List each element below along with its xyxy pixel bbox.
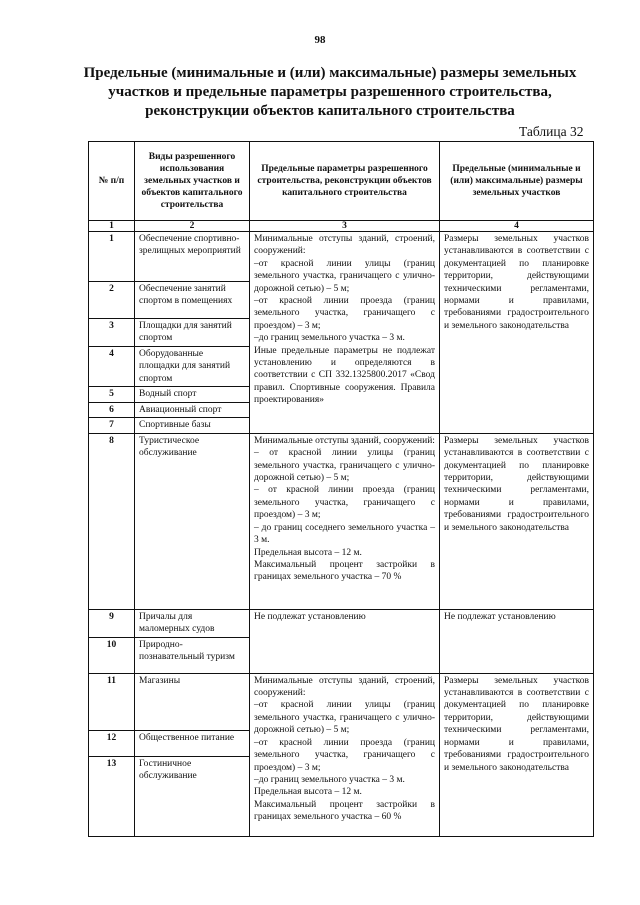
column-number: 1 [89,221,135,232]
param-line: – от красной линии проезда (границ земельного участка, граничащего с проездом) – 3 м; [254,485,435,521]
row-number: 7 [89,418,135,433]
param-line: –до границ земельного участка – 3 м. [254,774,405,785]
build-params-cell [250,609,440,673]
table-label: Таблица 32 [519,124,584,139]
row-number: 8 [89,433,135,609]
column-number: 2 [135,221,250,232]
row-number: 13 [89,756,135,836]
use-type: Оборудованные площадки для занятий спортом [135,346,250,386]
document-title: Предельные (минимальные и (или) максимальные) размеры земельных участков и предельные параметры разрешенного строительства, реконструкции объектов капитального строительства [83,65,577,119]
use-type: Водный спорт [135,387,250,403]
build-params-cell [250,433,440,609]
param-line: – до границ соседнего земельного участка – 3 м. [254,522,435,546]
use-type: Спортивные базы [135,418,250,433]
column-number: 3 [250,221,440,232]
use-type: Авиационный спорт [135,403,250,418]
use-type: Гостиничное обслуживание [135,756,250,836]
param-line: –от красной линии улицы (границ земельного участка, граничащего с улично-дорожной сетью) – 5 м; [254,700,435,736]
table-header-row [89,142,594,221]
use-type: Природно-познавательный туризм [135,637,250,673]
param-line: –от красной линии проезда (границ земельного участка, граничащего с проездом) – 3 м; [254,737,435,773]
build-params-cell [250,232,440,434]
param-line: Не подлежат установлению [254,611,366,622]
column-number-row [89,221,594,232]
column-number: 4 [440,221,594,232]
table-row [89,609,594,637]
row-number: 6 [89,403,135,418]
page-number: 98 [314,34,326,46]
param-line: –от красной линии улицы (границ земельного участка, граничащего с улично-дорожной сетью) – 5 м; [254,258,435,294]
header-use-type: Виды разрешенного использования земельных участков и объектов капитального строительства [135,142,250,221]
row-number: 3 [89,319,135,347]
regulations-table [88,141,594,837]
param-line: Иные предельные параметры не подлежат установлению и определяются в соответствии с СП 332.1325800.2017 «Свод правил. Спортивные сооружения. Правила проектирования» [254,345,435,406]
param-line: –до границ земельного участка – 3 м. [254,333,405,344]
use-type: Площадки для занятий спортом [135,319,250,347]
use-type: Магазины [135,673,250,730]
row-number: 10 [89,637,135,673]
use-type: Обеспечение занятий спортом в помещениях [135,282,250,319]
row-number: 5 [89,387,135,403]
param-line: Предельная высота – 12 м. [254,787,362,798]
plot-sizes-cell: Размеры земельных участков устанавливаются в соответствии с документацией по планировке территории, действующими техническими регламентами, нормами и правилами, требованиями градостроительного и земельного законодательства [440,433,594,609]
plot-sizes-cell: Размеры земельных участков устанавливаются в соответствии с документацией по планировке территории, действующими техническими регламентами, нормами и правилами, требованиями градостроительного и земельного законодательства [440,673,594,836]
param-line: Максимальный процент застройки в границах земельного участка – 70 % [254,559,435,583]
row-number: 1 [89,232,135,282]
table-row [89,433,594,609]
param-line: Предельная высота – 12 м. [254,547,362,558]
build-params-cell [250,673,440,836]
param-line: Минимальные отступы зданий, строений, сооружений: [254,234,435,257]
header-plot-sizes: Предельные (минимальные и (или) максимальные) размеры земельных участков [440,142,594,221]
plot-sizes-cell: Не подлежат установлению [440,609,594,673]
table-row [89,232,594,282]
param-line: Минимальные отступы зданий, строений, сооружений: [254,675,435,699]
use-type: Обеспечение спортивно-зрелищных мероприятий [135,232,250,282]
table-row [89,673,594,730]
use-type: Туристическое обслуживание [135,433,250,609]
header-build-params: Предельные параметры разрешенного строительства, реконструкции объектов капитального строительства [250,142,440,221]
use-type: Общественное питание [135,730,250,756]
param-line: – от красной линии улицы (границ земельного участка, граничащего с улично-дорожной сетью) – 5 м; [254,448,435,484]
plot-sizes-cell: Размеры земельных участков устанавливаются в соответствии с документацией по планировке территории, действующими техническими регламентами, нормами и правилами, требованиями градостроительного и земельного законодательства [440,232,594,434]
row-number: 12 [89,730,135,756]
use-type: Причалы для маломерных судов [135,609,250,637]
header-number: № п/п [89,142,135,221]
row-number: 11 [89,673,135,730]
param-line: –от красной линии проезда (границ земельного участка, граничащего с проездом) – 3 м; [254,296,435,331]
row-number: 4 [89,346,135,386]
row-number: 9 [89,609,135,637]
param-line: Максимальный процент застройки в границах земельного участка – 60 % [254,799,435,823]
row-number: 2 [89,282,135,319]
param-line: Минимальные отступы зданий, сооружений: [254,435,435,446]
